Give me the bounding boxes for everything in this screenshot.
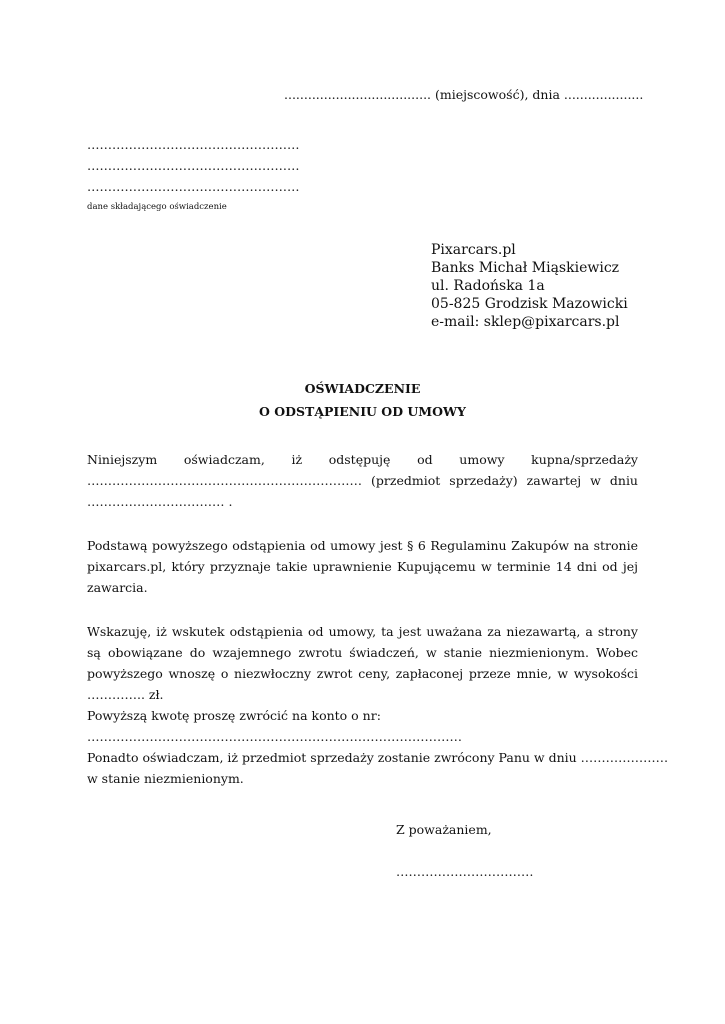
recipient-email: e-mail: sklep@pixarcars.pl — [431, 314, 620, 330]
sender-line: …………………………………………… — [87, 158, 300, 173]
statement-line-2: ………………………………………………………… (przedmiot sprzedaży) zawartej w dniu — [87, 473, 638, 488]
sender-line: …………………………………………… — [87, 137, 300, 152]
refund-text: Wskazuję, iż wskutek odstąpienia od umowy, ta jest uważana za niezawartą, a strony są obowiązane do wzajemnego zwrotu świadczeń, w stanie niezmienionym. Wobec powyższego wnoszę o niezwłoczny zwrot ceny, zapłaconej przeze mnie, w wysokości ………….. zł. — [87, 624, 638, 702]
account-number-dots: ……………………………………………………………………………… — [87, 729, 462, 744]
refund-request-paragraph — [87, 621, 669, 789]
legal-basis-paragraph: Podstawą powyższego odstąpienia od umowy jest § 6 Regulaminu Zakupów na stronie pixarcars.pl, który przyznaje takie uprawnienie Kupującemu w terminie 14 dni od jej zawarcia. — [87, 538, 638, 595]
closing-salutation: Z poważaniem, — [396, 822, 492, 837]
recipient-city: 05-825 Grodzisk Mazowicki — [431, 296, 628, 312]
statement-line-1: Niniejszym oświadczam, iż odstępuję od umowy kupna/sprzedaży — [87, 452, 638, 467]
return-date-line: Ponadto oświadczam, iż przedmiot sprzedaży zostanie zwrócony Panu w dniu ………………… — [87, 750, 669, 765]
signature-line: …………………………… — [396, 864, 534, 879]
recipient-owner: Banks Michał Miąskiewicz — [431, 260, 620, 276]
account-line: Powyższą kwotę proszę zwrócić na konto o nr: — [87, 708, 381, 723]
title-line-2: O ODSTĄPIENIU OD UMOWY — [259, 404, 466, 419]
condition-line: w stanie niezmienionym. — [87, 771, 244, 786]
place-date-line: ..................................... (miejscowość), dnia .................... — [284, 87, 644, 102]
document-title — [0, 377, 725, 423]
sender-caption: dane składającego oświadczenie — [87, 202, 227, 212]
recipient-address — [431, 241, 628, 331]
sender-line: …………………………………………… — [87, 179, 300, 194]
title-line-1: OŚWIADCZENIE — [304, 381, 421, 396]
recipient-street: ul. Radońska 1a — [431, 278, 545, 294]
recipient-company: Pixarcars.pl — [431, 242, 516, 258]
statement-line-3: …………………………… . — [87, 494, 233, 509]
sender-data-block — [87, 134, 300, 197]
withdrawal-statement-paragraph — [87, 449, 638, 512]
